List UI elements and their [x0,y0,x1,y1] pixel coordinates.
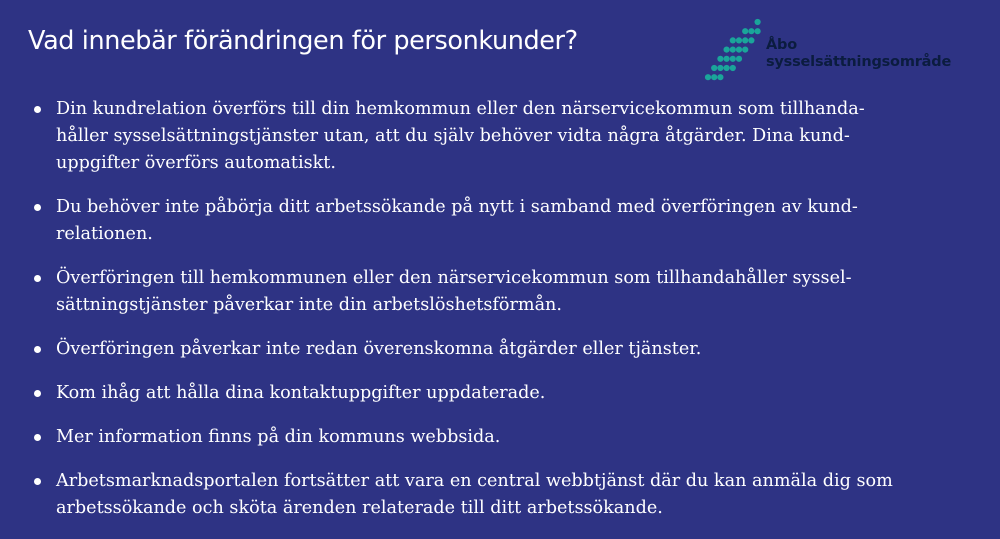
bullet-item [0,468,1000,522]
logo-dot [711,65,717,71]
logo-dot [736,56,742,62]
logo-dot [711,74,717,80]
logo-dot [730,65,736,71]
bullet-line: Överföringen till hemkommunen eller den närservicekommun som tillhandahåller syssel- [56,268,852,288]
bullet-item [0,336,1000,363]
bullet-line: arbetssökande och sköta ärenden relaterade till ditt arbetssökande. [56,498,663,518]
logo-dot [717,74,723,80]
logo-text [766,37,951,71]
logo-dot [736,37,742,43]
logo-dot [742,37,748,43]
logo-line-2: sysselsättningsområde [766,54,952,70]
bullet-line: Kom ihåg att hålla dina kontaktuppgifter uppdaterade. [56,383,546,403]
logo-dot [724,47,730,53]
bullet-line: Överföringen påverkar inte redan överenskomna åtgärder eller tjänster. [56,339,702,359]
logo-dot [717,56,723,62]
logo-dot [730,37,736,43]
logo [702,16,987,88]
bullet-item [0,96,1000,177]
bullet-line: sättningstjänster påverkar inte din arbetslöshetsförmån. [56,295,562,315]
bullet-item [0,380,1000,407]
bullet-line: Mer information finns på din kommuns webbsida. [56,427,501,447]
logo-dot [742,28,748,34]
bullet-list [0,96,1000,539]
bullet-line: uppgifter överförs automatiskt. [56,153,336,173]
page-title: Vad innebär förändringen för personkunder? [28,26,578,56]
logo-dot [755,19,761,25]
logo-dot [724,56,730,62]
logo-dot [730,56,736,62]
bullet-line: Arbetsmarknadsportalen fortsätter att vara en central webbtjänst där du kan anmäla dig som [56,471,893,491]
logo-dot [724,65,730,71]
logo-dot [748,37,754,43]
logo-dot [755,28,761,34]
logo-dot [717,65,723,71]
bullet-item [0,194,1000,248]
logo-dot [730,47,736,53]
logo-dots-icon [702,16,764,88]
logo-dot [736,47,742,53]
logo-dot [742,47,748,53]
bullet-item [0,424,1000,451]
logo-dot [748,28,754,34]
bullet-line: relationen. [56,224,153,244]
bullet-line: håller sysselsättningstjänster utan, att du själv behöver vidta några åtgärder. Dina kund- [56,126,850,146]
bullet-item [0,265,1000,319]
bullet-line: Din kundrelation överförs till din hemkommun eller den närservicekommun som tillhanda- [56,99,865,119]
bullet-line: Du behöver inte påbörja ditt arbetssökande på nytt i samband med överföringen av kund- [56,197,858,217]
logo-dot [705,74,711,80]
logo-line-1: Åbo [766,37,797,53]
